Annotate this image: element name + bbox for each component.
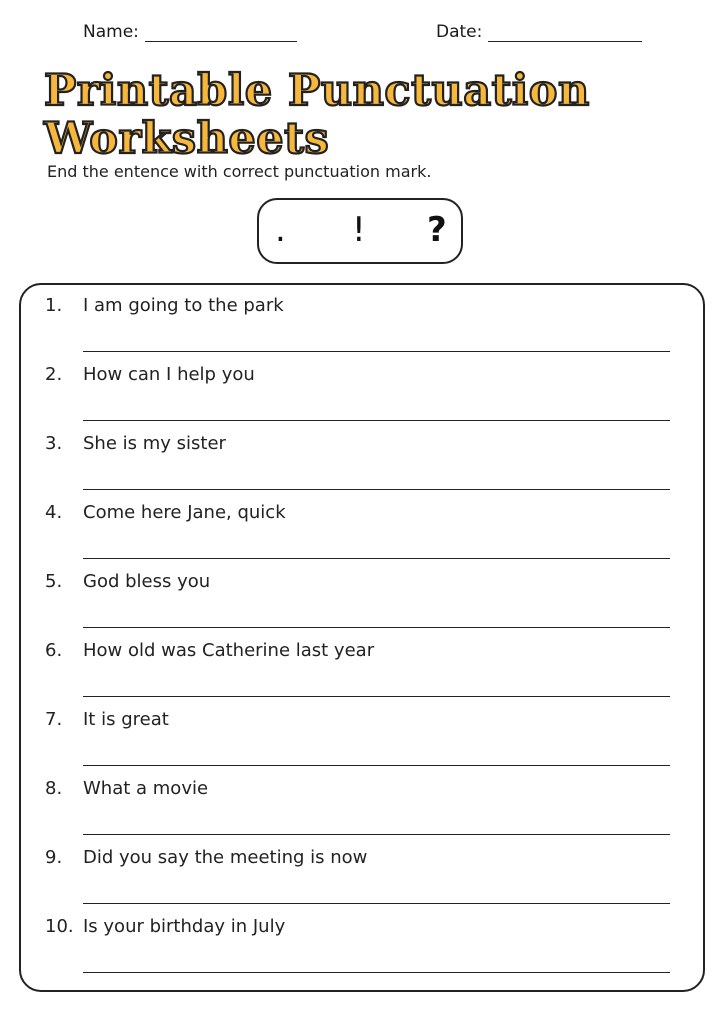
question-number: 10. [45,916,74,937]
question-number: 3. [45,433,63,454]
question-item [21,768,703,837]
name-blank-line[interactable] [145,23,297,42]
answer-line[interactable] [83,696,670,697]
question-item [21,699,703,768]
question-number: 8. [45,778,63,799]
worksheet-title-line-2: Worksheets [44,114,330,164]
question-text: It is great [83,709,169,730]
answer-line[interactable] [83,489,670,490]
name-field [83,22,297,42]
question-item [21,561,703,630]
answer-line[interactable] [83,558,670,559]
question-text: I am going to the park [83,295,284,316]
question-item [21,630,703,699]
answer-line[interactable] [83,351,670,352]
question-number: 2. [45,364,63,385]
worksheet-title-line-1: Printable Punctuation [44,66,590,116]
question-text: What a movie [83,778,209,799]
question-text: She is my sister [83,433,226,454]
date-blank-line[interactable] [488,23,642,42]
instruction-text: End the entence with correct punctuation mark. [47,162,432,181]
question-text: How can I help you [83,364,255,385]
question-number: 6. [45,640,63,661]
question-mark: ? [427,210,447,250]
date-field [436,22,642,42]
answer-line[interactable] [83,903,670,904]
question-number: 9. [45,847,63,868]
question-text: How old was Catherine last year [83,640,375,661]
exclamation-mark: ! [352,210,366,250]
date-label: Date: [436,22,483,42]
question-item [21,906,703,975]
answer-line[interactable] [83,420,670,421]
questions-box [19,283,705,992]
question-number: 5. [45,571,63,592]
question-number: 4. [45,502,63,523]
answer-line[interactable] [83,627,670,628]
name-label: Name: [83,22,139,42]
question-item [21,837,703,906]
question-item [21,423,703,492]
question-item [21,285,703,354]
question-number: 1. [45,295,63,316]
answer-line[interactable] [83,972,670,973]
question-item [21,354,703,423]
question-item [21,492,703,561]
answer-line[interactable] [83,765,670,766]
punctuation-marks-box [257,198,463,264]
period-mark: . [275,210,286,250]
answer-line[interactable] [83,834,670,835]
question-text: God bless you [83,571,211,592]
question-text: Is your birthday in July [83,916,286,937]
question-text: Did you say the meeting is now [83,847,368,868]
question-number: 7. [45,709,63,730]
question-text: Come here Jane, quick [83,502,286,523]
